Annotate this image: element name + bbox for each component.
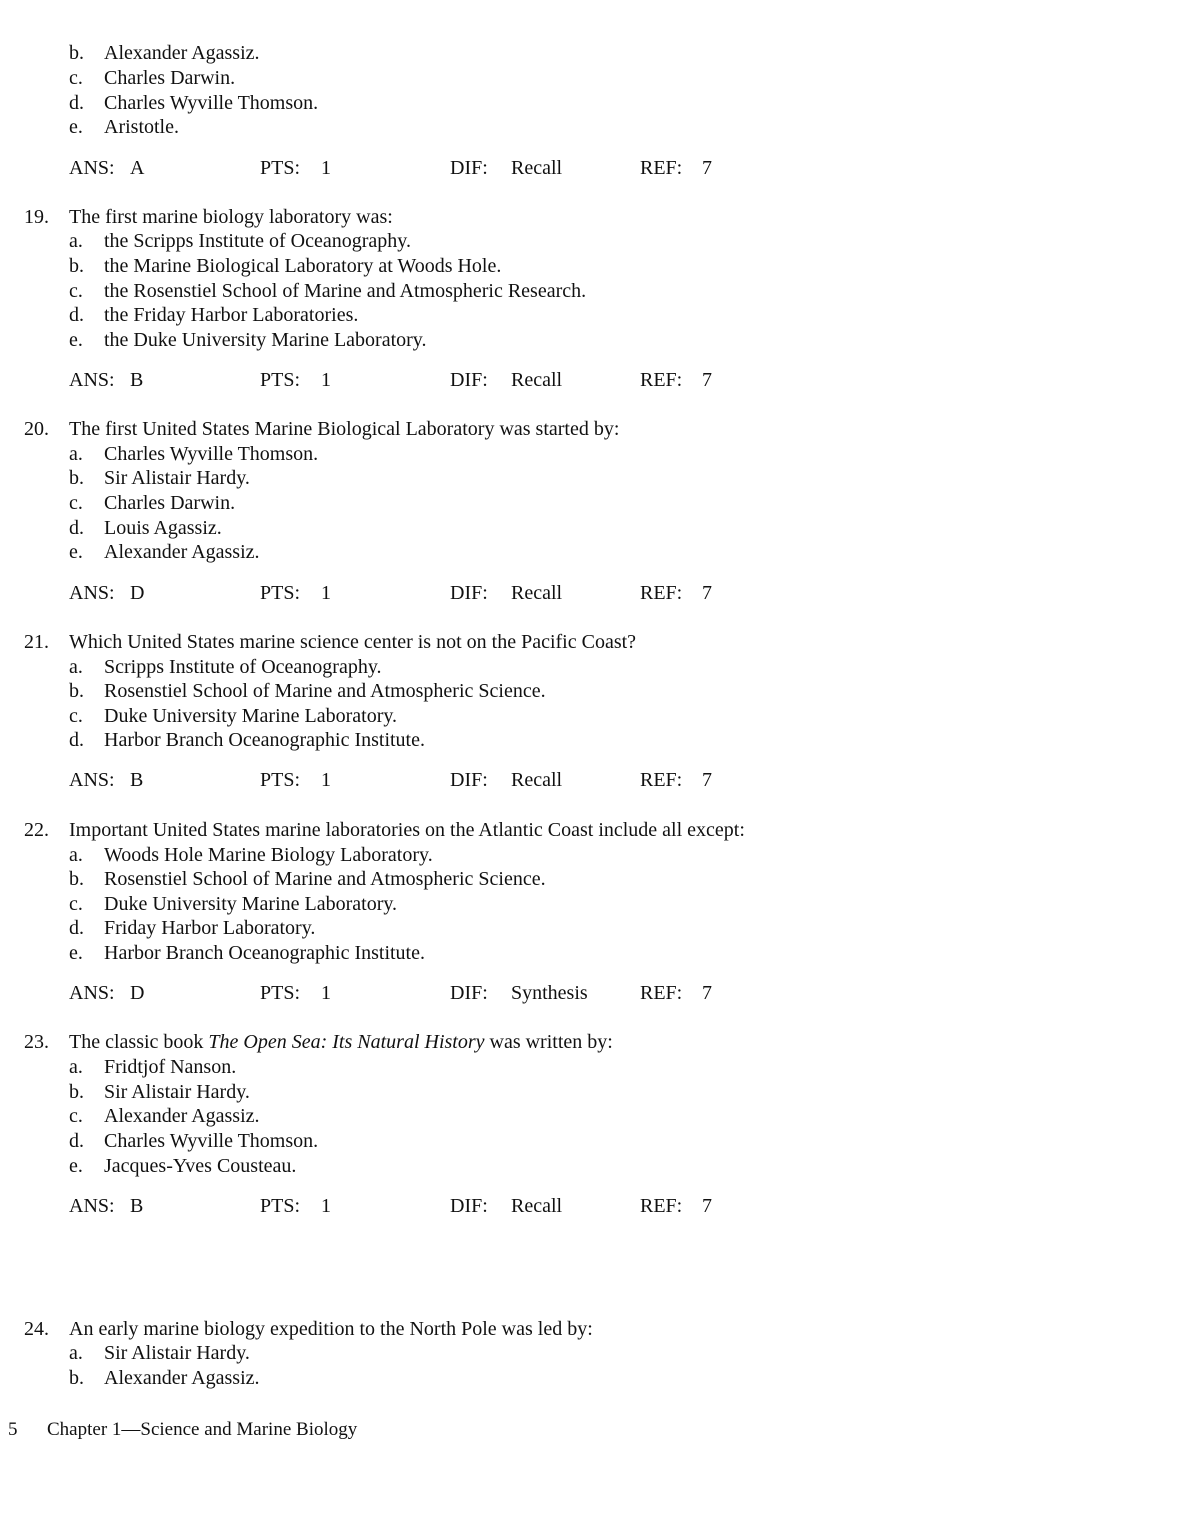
pts-label: PTS: <box>260 157 301 179</box>
option-letter: c. <box>69 492 83 514</box>
option-letter: d. <box>69 517 84 539</box>
option-letter: b. <box>69 1081 84 1103</box>
dif-value: Recall <box>511 769 563 791</box>
chapter-title: Chapter 1—Science and Marine Biology <box>47 1419 358 1440</box>
option-letter: b. <box>69 467 84 489</box>
ans-label: ANS: <box>69 157 115 179</box>
question-stem: Important United States marine laboratories on the Atlantic Coast include all except: <box>69 819 745 841</box>
option-text: Duke University Marine Laboratory. <box>104 705 398 727</box>
pts-label: PTS: <box>260 1195 301 1217</box>
pts-value: 1 <box>321 982 331 1004</box>
option-letter: a. <box>69 656 83 678</box>
question-number: 20. <box>24 418 49 440</box>
dif-value: Recall <box>511 157 563 179</box>
page-number: 5 <box>8 1419 18 1440</box>
option-text: Charles Wyville Thomson. <box>104 443 319 465</box>
option-letter: c. <box>69 67 83 89</box>
option-text: Harbor Branch Oceanographic Institute. <box>104 729 425 751</box>
option-text: Sir Alistair Hardy. <box>104 1081 250 1103</box>
option-text: Louis Agassiz. <box>104 517 222 539</box>
option-text: the Duke University Marine Laboratory. <box>104 329 427 351</box>
ans-label: ANS: <box>69 369 115 391</box>
ref-value: 7 <box>702 157 712 179</box>
question-number: 23. <box>24 1031 49 1053</box>
dif-label: DIF: <box>450 769 488 791</box>
option-text: the Marine Biological Laboratory at Woods Hole. <box>104 255 502 277</box>
option-letter: a. <box>69 844 83 866</box>
option-text: Sir Alistair Hardy. <box>104 467 250 489</box>
option-letter: c. <box>69 705 83 727</box>
question-stem <box>69 1030 613 1054</box>
question-stem: An early marine biology expedition to the North Pole was led by: <box>69 1318 593 1340</box>
ref-value: 7 <box>702 1195 712 1217</box>
ref-label: REF: <box>640 369 683 391</box>
stem-text-after: was written by: <box>484 1031 613 1053</box>
pts-value: 1 <box>321 157 331 179</box>
option-text: Charles Wyville Thomson. <box>104 1130 319 1152</box>
pts-label: PTS: <box>260 982 301 1004</box>
pts-label: PTS: <box>260 769 301 791</box>
dif-value: Recall <box>511 1195 563 1217</box>
ref-label: REF: <box>640 1195 683 1217</box>
book-title: The Open Sea: Its Natural History <box>208 1031 485 1053</box>
ref-value: 7 <box>702 582 712 604</box>
option-text: Jacques-Yves Cousteau. <box>104 1155 297 1177</box>
option-letter: b. <box>69 255 84 277</box>
dif-label: DIF: <box>450 157 488 179</box>
ans-label: ANS: <box>69 582 115 604</box>
page-footer <box>8 1418 358 1442</box>
option-text: Alexander Agassiz. <box>104 541 260 563</box>
option-letter: c. <box>69 280 83 302</box>
ref-value: 7 <box>702 769 712 791</box>
option-letter: d. <box>69 304 84 326</box>
option-text: Charles Darwin. <box>104 67 236 89</box>
question-stem: Which United States marine science center is not on the Pacific Coast? <box>69 631 637 653</box>
ref-label: REF: <box>640 982 683 1004</box>
option-letter: b. <box>69 868 84 890</box>
dif-label: DIF: <box>450 369 488 391</box>
option-letter: e. <box>69 1155 83 1177</box>
option-letter: d. <box>69 917 84 939</box>
option-letter: c. <box>69 893 83 915</box>
option-text: Woods Hole Marine Biology Laboratory. <box>104 844 433 866</box>
ref-value: 7 <box>702 369 712 391</box>
dif-label: DIF: <box>450 982 488 1004</box>
ans-label: ANS: <box>69 982 115 1004</box>
pts-label: PTS: <box>260 582 301 604</box>
option-text: Rosenstiel School of Marine and Atmospheric Science. <box>104 680 546 702</box>
option-text: Alexander Agassiz. <box>104 1105 260 1127</box>
dif-label: DIF: <box>450 582 488 604</box>
dif-label: DIF: <box>450 1195 488 1217</box>
option-letter: e. <box>69 116 83 138</box>
dif-value: Synthesis <box>511 982 588 1004</box>
option-letter: a. <box>69 443 83 465</box>
option-text: the Friday Harbor Laboratories. <box>104 304 359 326</box>
option-text: Charles Wyville Thomson. <box>104 92 319 114</box>
option-text: Sir Alistair Hardy. <box>104 1342 250 1364</box>
ref-label: REF: <box>640 582 683 604</box>
option-text: Friday Harbor Laboratory. <box>104 917 316 939</box>
option-letter: a. <box>69 1342 83 1364</box>
option-letter: e. <box>69 942 83 964</box>
option-letter: b. <box>69 42 84 64</box>
ans-value: B <box>130 1195 144 1217</box>
dif-value: Recall <box>511 369 563 391</box>
ref-value: 7 <box>702 982 712 1004</box>
question-number: 21. <box>24 631 49 653</box>
question-number: 19. <box>24 206 49 228</box>
question-number: 24. <box>24 1318 49 1340</box>
question-stem: The first marine biology laboratory was: <box>69 206 393 228</box>
pts-value: 1 <box>321 582 331 604</box>
ans-value: D <box>130 982 145 1004</box>
option-letter: c. <box>69 1105 83 1127</box>
ans-label: ANS: <box>69 1195 115 1217</box>
ref-label: REF: <box>640 157 683 179</box>
option-text: Alexander Agassiz. <box>104 1367 260 1389</box>
dif-value: Recall <box>511 582 563 604</box>
ans-label: ANS: <box>69 769 115 791</box>
option-letter: a. <box>69 1056 83 1078</box>
pts-label: PTS: <box>260 369 301 391</box>
option-letter: d. <box>69 92 84 114</box>
ans-value: B <box>130 769 144 791</box>
pts-value: 1 <box>321 1195 331 1217</box>
option-text: the Rosenstiel School of Marine and Atmospheric Research. <box>104 280 587 302</box>
ans-value: B <box>130 369 144 391</box>
option-text: Aristotle. <box>104 116 179 138</box>
option-text: Charles Darwin. <box>104 492 236 514</box>
option-letter: d. <box>69 729 84 751</box>
option-text: Scripps Institute of Oceanography. <box>104 656 382 678</box>
option-text: Fridtjof Nanson. <box>104 1056 237 1078</box>
ans-value: D <box>130 582 145 604</box>
option-letter: e. <box>69 329 83 351</box>
pts-value: 1 <box>321 369 331 391</box>
stem-text-before: The classic book <box>69 1031 209 1053</box>
question-number: 22. <box>24 819 49 841</box>
ans-value: A <box>130 157 145 179</box>
option-text: Rosenstiel School of Marine and Atmospheric Science. <box>104 868 546 890</box>
option-text: Duke University Marine Laboratory. <box>104 893 398 915</box>
option-letter: b. <box>69 680 84 702</box>
option-letter: d. <box>69 1130 84 1152</box>
ref-label: REF: <box>640 769 683 791</box>
option-text: the Scripps Institute of Oceanography. <box>104 230 411 252</box>
option-letter: b. <box>69 1367 84 1389</box>
option-text: Harbor Branch Oceanographic Institute. <box>104 942 425 964</box>
question-stem: The first United States Marine Biological Laboratory was started by: <box>69 418 620 440</box>
option-letter: e. <box>69 541 83 563</box>
option-letter: a. <box>69 230 83 252</box>
option-text: Alexander Agassiz. <box>104 42 260 64</box>
pts-value: 1 <box>321 769 331 791</box>
